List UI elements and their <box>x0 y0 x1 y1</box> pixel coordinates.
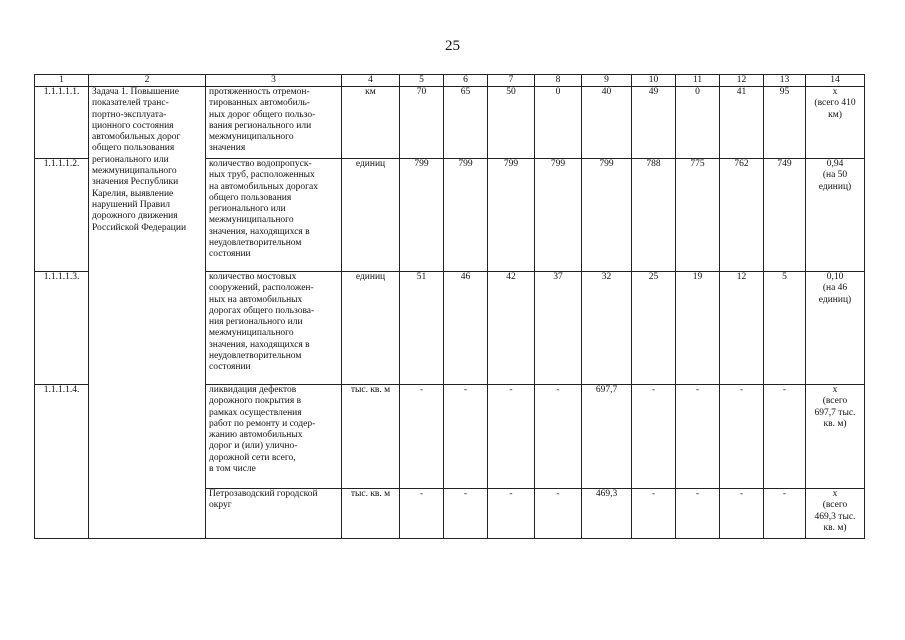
value-cell: - <box>535 489 582 539</box>
row-index: 1.1.1.1.4. <box>35 385 89 539</box>
text-line: ных на автомобильных <box>209 294 303 305</box>
text-line: Задача 1. Повышение <box>92 87 179 97</box>
text-line: межмуниципального <box>209 328 294 339</box>
column-number-cell: 3 <box>206 75 342 87</box>
value-cell: - <box>720 489 764 539</box>
value-cell: 19 <box>676 272 720 385</box>
value-cell: 25 <box>632 272 676 385</box>
text-line: ных дорог общего пользо- <box>209 109 316 120</box>
text-line: сооружений, расположен- <box>209 283 314 294</box>
text-line: количество мостовых <box>209 272 297 282</box>
value-cell: - <box>632 385 676 489</box>
indicator-name <box>206 272 342 385</box>
total-cell <box>806 159 865 272</box>
value-cell: 37 <box>535 272 582 385</box>
text-line: работ по ремонту и содер- <box>209 418 316 429</box>
text-line: дорогах общего пользова- <box>209 305 315 316</box>
value-cell: - <box>400 489 444 539</box>
text-line: (на 46 <box>822 283 848 294</box>
text-line: км) <box>828 109 842 120</box>
text-line: количество водопропуск- <box>209 159 312 169</box>
text-line: ликвидация дефектов <box>209 385 297 395</box>
column-number-cell: 5 <box>400 75 444 87</box>
indicator-name <box>206 87 342 159</box>
total-cell <box>806 87 865 159</box>
value-cell: 0 <box>676 87 720 159</box>
column-number-cell: 8 <box>535 75 582 87</box>
value-cell: 40 <box>582 87 632 159</box>
column-number-cell: 10 <box>632 75 676 87</box>
text-line: х <box>832 489 838 499</box>
text-line: ных труб, расположенных <box>209 170 315 181</box>
text-line: на автомобильных дорогах <box>209 181 319 192</box>
value-cell: 799 <box>400 159 444 272</box>
text-line: значения, находящихся в <box>209 226 310 237</box>
text-line: портно-эксплуата- <box>92 109 167 120</box>
column-number-cell: 6 <box>444 75 488 87</box>
value-cell: - <box>764 489 806 539</box>
column-number-row <box>35 75 865 87</box>
text-line: кв. м) <box>823 418 847 429</box>
value-cell: - <box>764 385 806 489</box>
text-line: регионального или <box>209 204 286 215</box>
text-line: Петрозаводский городской <box>209 489 318 499</box>
value-cell: 5 <box>764 272 806 385</box>
text-line: (всего <box>822 396 848 407</box>
task-description <box>89 87 206 539</box>
text-line: значения, находящихся в <box>209 339 310 350</box>
text-line: тированных автомобиль- <box>209 98 310 109</box>
text-line: общего пользования <box>92 143 175 154</box>
text-line: х <box>832 87 838 97</box>
column-number-cell: 7 <box>488 75 535 87</box>
value-cell: 799 <box>488 159 535 272</box>
text-line: регионального или <box>92 154 169 165</box>
text-line: общего пользования <box>209 192 292 203</box>
value-cell: 49 <box>632 87 676 159</box>
value-cell: 799 <box>535 159 582 272</box>
text-line: неудовлетворительном <box>209 238 302 249</box>
value-cell: - <box>676 489 720 539</box>
value-cell: - <box>444 489 488 539</box>
text-line: состоянии <box>209 362 251 373</box>
indicator-name <box>206 159 342 272</box>
value-cell: 41 <box>720 87 764 159</box>
unit-cell: км <box>342 87 400 159</box>
value-cell: - <box>720 385 764 489</box>
text-line: показателей транс- <box>92 98 169 109</box>
text-line: дорог и (или) улично- <box>209 441 298 452</box>
value-cell: 42 <box>488 272 535 385</box>
total-cell <box>806 489 865 539</box>
value-cell: 32 <box>582 272 632 385</box>
text-line: значения Республики <box>92 177 179 188</box>
text-line: вания регионального или <box>209 120 312 131</box>
value-cell: 697,7 <box>582 385 632 489</box>
row-index: 1.1.1.1.3. <box>35 272 89 385</box>
value-cell: 12 <box>720 272 764 385</box>
column-number-cell: 2 <box>89 75 206 87</box>
text-line: межмуниципального <box>209 215 294 226</box>
column-number-cell: 9 <box>582 75 632 87</box>
value-cell: 0 <box>535 87 582 159</box>
page-number: 25 <box>445 38 460 54</box>
text-line: ния регионального или <box>209 317 303 328</box>
value-cell: 95 <box>764 87 806 159</box>
row-index: 1.1.1.1.2. <box>35 159 89 272</box>
table-row <box>35 87 865 159</box>
text-line: (всего 410 <box>814 98 856 109</box>
text-line: неудовлетворительном <box>209 351 302 362</box>
unit-cell: тыс. кв. м <box>342 489 400 539</box>
text-line: рамках осуществления <box>209 407 302 418</box>
value-cell: - <box>488 489 535 539</box>
text-line: дорожной сети всего, <box>209 452 296 463</box>
column-number-cell: 1 <box>35 75 89 87</box>
indicator-name <box>206 489 342 539</box>
value-cell: 51 <box>400 272 444 385</box>
text-line: в том числе <box>209 464 256 475</box>
text-line: Карелия, выявление <box>92 188 174 199</box>
text-line: 0,94 <box>826 159 844 169</box>
text-line: х <box>832 385 838 395</box>
value-cell: - <box>632 489 676 539</box>
text-line: межмуниципального <box>209 132 294 143</box>
value-cell: 749 <box>764 159 806 272</box>
unit-cell: единиц <box>342 159 400 272</box>
indicator-name <box>206 385 342 489</box>
value-cell: 46 <box>444 272 488 385</box>
value-cell: 775 <box>676 159 720 272</box>
column-number-cell: 14 <box>806 75 865 87</box>
column-number-cell: 11 <box>676 75 720 87</box>
text-line: ционного состояния <box>92 120 174 131</box>
text-line: протяженность отремон- <box>209 87 310 97</box>
text-line: единиц) <box>818 181 852 192</box>
text-line: 469,3 тыс. <box>814 511 856 522</box>
value-cell: 762 <box>720 159 764 272</box>
value-cell: - <box>535 385 582 489</box>
text-line: значения <box>209 143 246 154</box>
value-cell: - <box>488 385 535 489</box>
text-line: Российской Федерации <box>92 222 187 233</box>
value-cell: - <box>400 385 444 489</box>
value-cell: 469,3 <box>582 489 632 539</box>
value-cell: 50 <box>488 87 535 159</box>
value-cell: 65 <box>444 87 488 159</box>
total-cell <box>806 385 865 489</box>
text-line: (на 50 <box>822 170 848 181</box>
text-line: автомобильных дорог <box>92 132 181 143</box>
text-line: округ <box>209 500 232 511</box>
text-line: нарушений Правил <box>92 199 170 210</box>
value-cell: 788 <box>632 159 676 272</box>
text-line: дорожного покрытия в <box>209 396 302 407</box>
text-line: жанию автомобильных <box>209 430 303 441</box>
text-line: дорожного движения <box>92 211 178 222</box>
row-index: 1.1.1.1.1. <box>35 87 89 159</box>
text-line: 0,10 <box>826 272 844 282</box>
total-cell <box>806 272 865 385</box>
indicator-table <box>34 74 865 539</box>
column-number-cell: 4 <box>342 75 400 87</box>
unit-cell: тыс. кв. м <box>342 385 400 489</box>
value-cell: 799 <box>582 159 632 272</box>
value-cell: 799 <box>444 159 488 272</box>
column-number-cell: 12 <box>720 75 764 87</box>
text-line: 697,7 тыс. <box>814 407 856 418</box>
value-cell: - <box>676 385 720 489</box>
text-line: состоянии <box>209 249 251 260</box>
value-cell: - <box>444 385 488 489</box>
text-line: кв. м) <box>823 522 847 533</box>
text-line: единиц) <box>818 294 852 305</box>
text-line: (всего <box>822 500 848 511</box>
column-number-cell: 13 <box>764 75 806 87</box>
value-cell: 70 <box>400 87 444 159</box>
unit-cell: единиц <box>342 272 400 385</box>
text-line: межмуниципального <box>92 166 177 177</box>
